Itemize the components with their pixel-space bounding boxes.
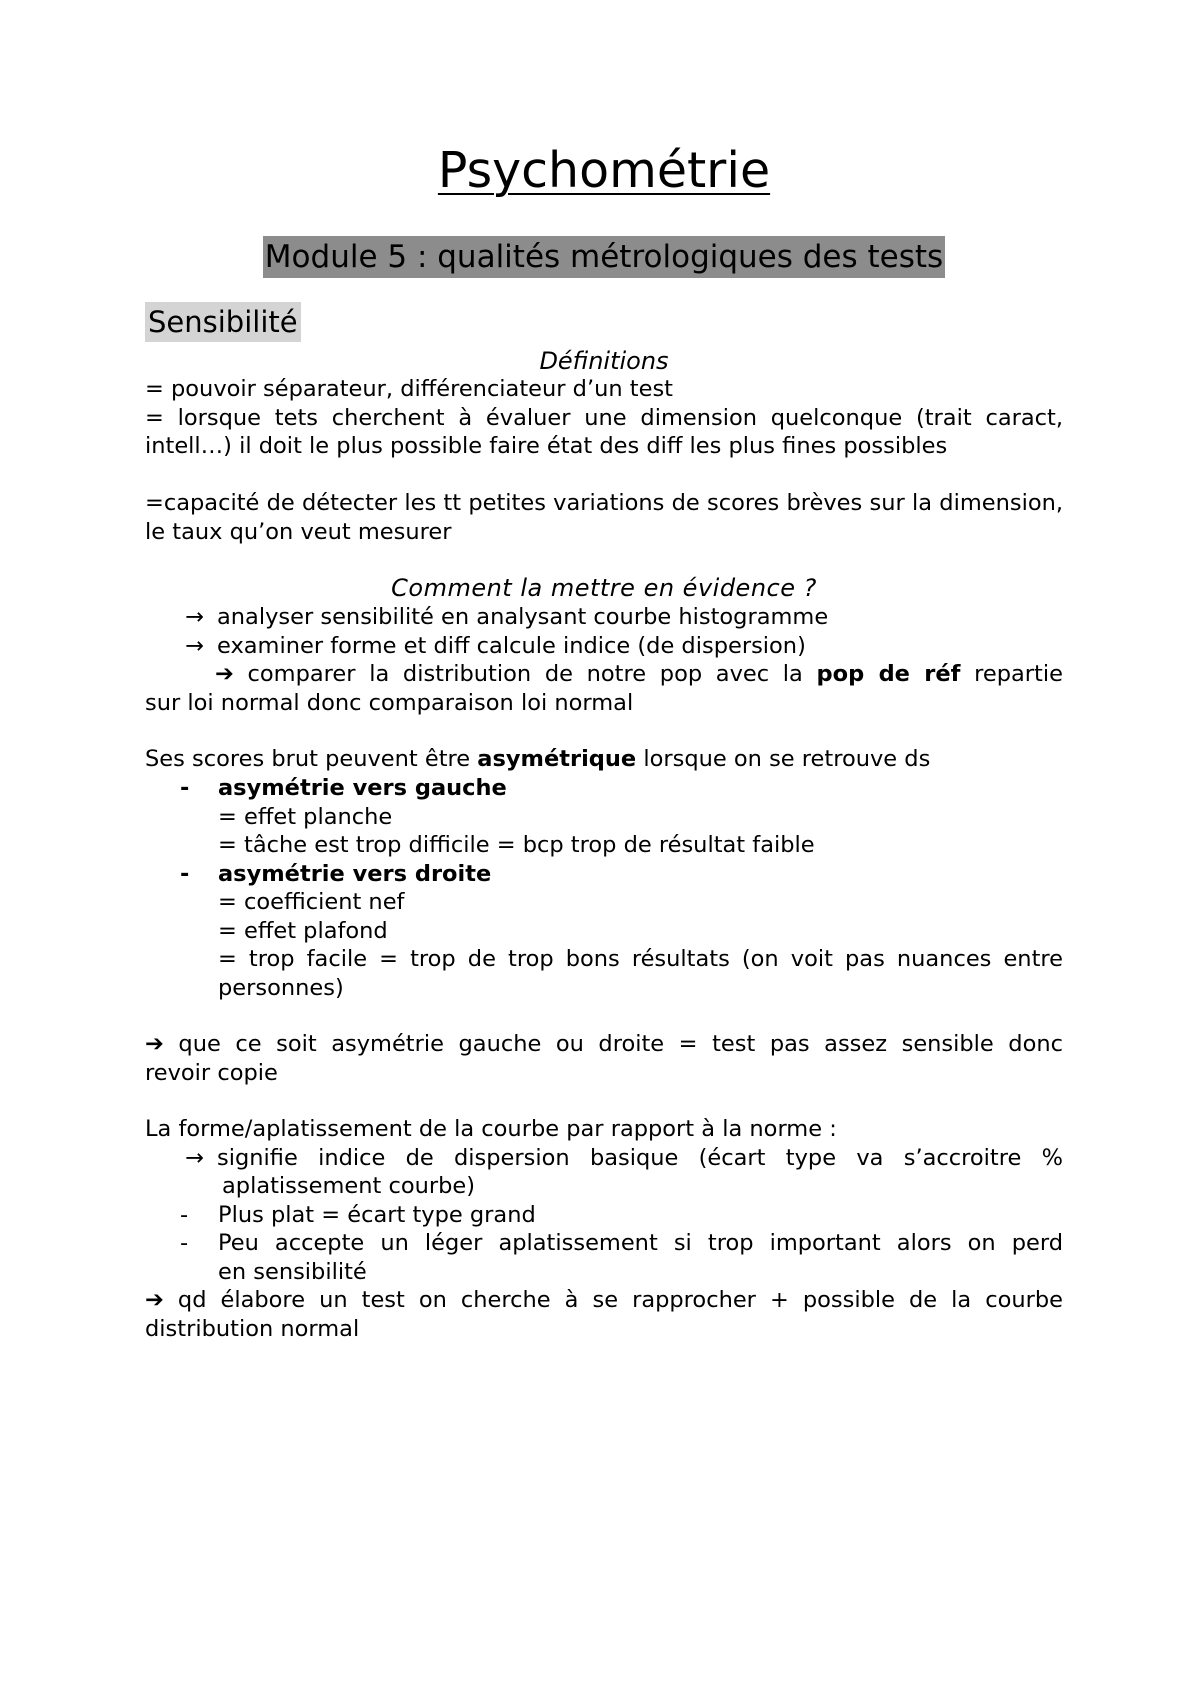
asymmetry-intro-bold: asymétrique <box>477 746 637 772</box>
conclusion-2-text: qd élabore un test on cherche à se rapprocher + possible de la courbe <box>177 1287 1063 1313</box>
asymmetry-right-item-3-line2: personnes) <box>218 974 344 1001</box>
arrow-right-icon: → <box>185 604 204 630</box>
asymmetry-left-title <box>218 774 507 803</box>
evidence-item-1-text: analyser sensibilité en analysant courbe histogramme <box>217 604 829 630</box>
asymmetry-intro <box>145 745 1063 774</box>
shape-arrow-item-line2: aplatissement courbe) <box>222 1173 476 1199</box>
definition-3: =capacité de détecter les tt petites variations de scores brèves sur la dimension, le taux qu’on veut mesurer <box>145 490 1063 545</box>
shape-dash-item-2: Peu accepte un léger aplatissement si trop important alors on perd <box>218 1230 1063 1256</box>
shape-arrow-item <box>185 1144 1063 1173</box>
evidence-title: Comment la mettre en évidence ? <box>391 574 817 602</box>
conclusion-2 <box>145 1286 1063 1315</box>
evidence-item-2 <box>185 632 806 661</box>
evidence-item-3-bold: pop de réf <box>816 661 961 687</box>
asymmetry-intro-text: Ses scores brut peuvent être <box>145 746 471 772</box>
dash-bullet: - <box>180 1201 189 1228</box>
evidence-item-3-line2: sur loi normal donc comparaison loi normal <box>145 689 634 716</box>
definitions-title: Définitions <box>539 347 669 375</box>
asymmetry-right-title <box>218 860 491 889</box>
module-heading-wrap <box>145 236 1063 278</box>
module-heading: Module 5 : qualités métrologiques des tests <box>263 236 945 278</box>
definition-1: = pouvoir séparateur, différenciateur d’un test <box>145 376 673 402</box>
evidence-item-3-text: comparer la distribution de notre pop avec la <box>247 661 803 687</box>
shape-dash-item-1: Plus plat = écart type grand <box>218 1201 536 1228</box>
arrow-right-icon: → <box>185 1144 204 1171</box>
conclusion-1 <box>145 1030 1063 1059</box>
conclusion-2-line2: distribution normal <box>145 1315 360 1342</box>
asymmetry-intro-after: lorsque on se retrouve ds <box>643 746 931 772</box>
bold-arrow-icon: ➔ <box>145 1031 164 1057</box>
asymmetry-right-title-text: asymétrie vers droite <box>218 860 492 887</box>
evidence-item-3-after: repartie <box>974 661 1063 687</box>
dash-bullet: - <box>180 1230 189 1256</box>
dash-bullet: - <box>180 860 190 887</box>
asymmetry-left-item-2: = tâche est trop difficile = bcp trop de résultat faible <box>218 832 815 858</box>
bold-arrow-icon: ➔ <box>145 1287 164 1313</box>
definition-2: = lorsque tets cherchent à évaluer une dimension quelconque (trait caract, intell…) il doit le plus possible faire état des diff les plus fines possibles <box>145 404 1063 459</box>
evidence-item-1 <box>185 603 828 632</box>
conclusion-1-text: que ce soit asymétrie gauche ou droite = test pas assez sensible donc <box>178 1031 1063 1057</box>
asymmetry-right-item-3: = trop facile = trop de trop bons résultats (on voit pas nuances entre <box>218 946 1063 972</box>
section-heading: Sensibilité <box>145 302 301 342</box>
evidence-item-2-text: examiner forme et diff calcule indice (de dispersion) <box>217 632 806 659</box>
shape-arrow-item-text: signifie indice de dispersion basique (écart type va s’accroitre % <box>217 1144 1063 1171</box>
document-title: Psychométrie <box>437 142 771 199</box>
evidence-item-3 <box>215 660 1063 689</box>
section-heading-wrap <box>145 302 301 342</box>
asymmetry-left-title-text: asymétrie vers gauche <box>218 775 507 801</box>
bold-arrow-icon: ➔ <box>215 661 234 687</box>
shape-dash-item-2-line2: en sensibilité <box>218 1258 367 1285</box>
conclusion-1-line2: revoir copie <box>145 1059 278 1086</box>
dash-bullet: - <box>180 775 190 801</box>
asymmetry-right-item-2: = effet plafond <box>218 917 388 944</box>
shape-intro: La forme/aplatissement de la courbe par rapport à la norme : <box>145 1116 837 1142</box>
arrow-right-icon: → <box>185 632 204 659</box>
asymmetry-right-item-1: = coefficient nef <box>218 889 405 915</box>
asymmetry-left-item-1: = effet planche <box>218 803 393 830</box>
